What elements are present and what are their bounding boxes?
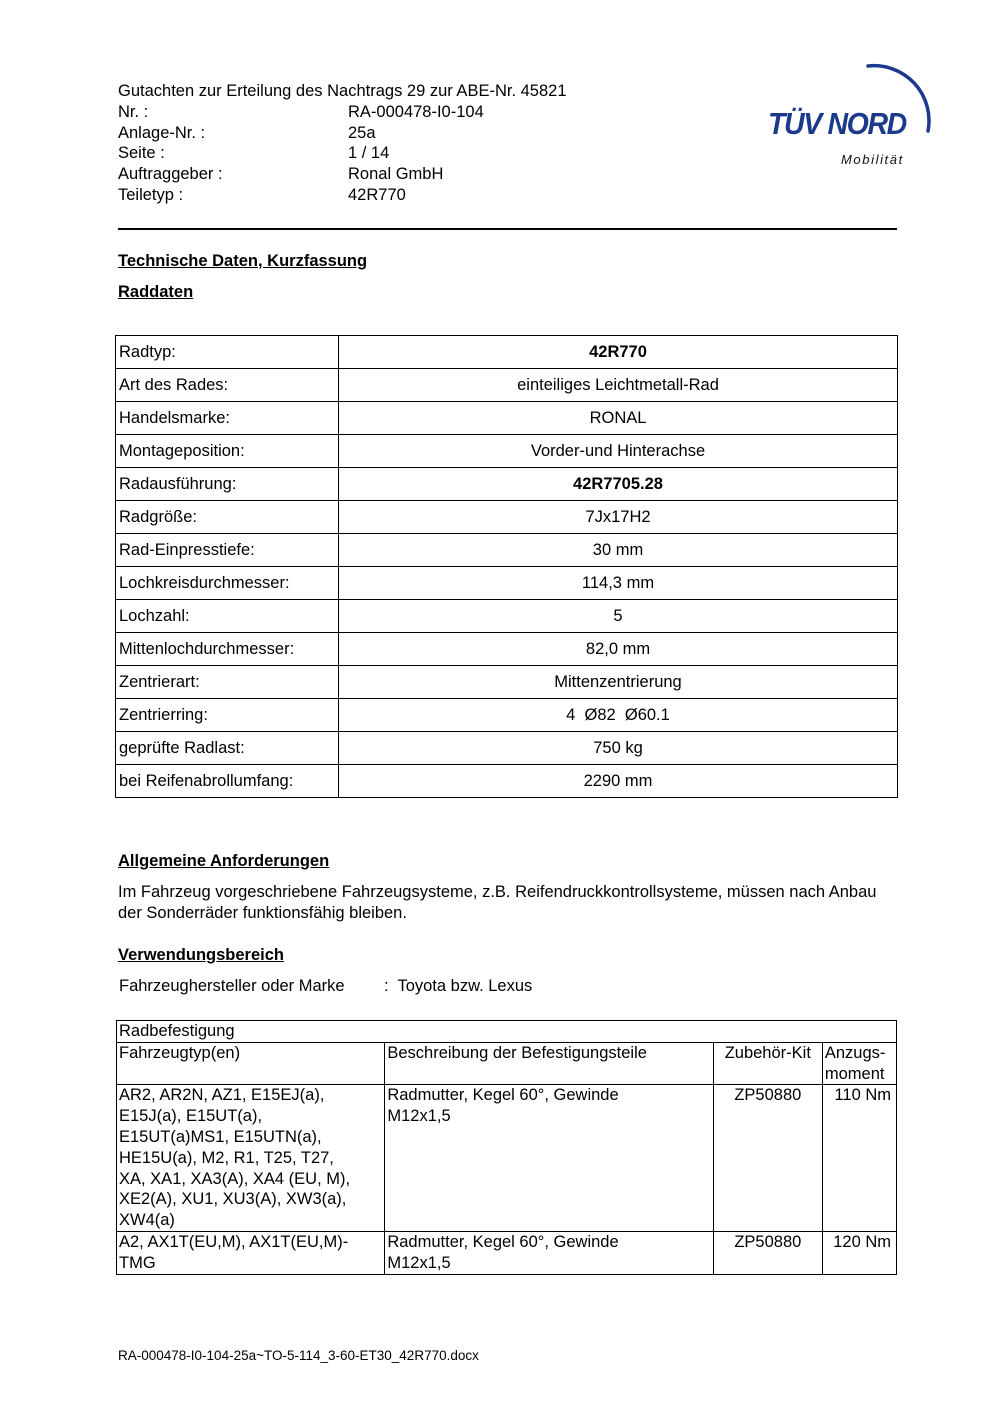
table-row xyxy=(116,336,898,369)
spec-label: bei Reifenabrollumfang: xyxy=(116,765,339,798)
header-row-number xyxy=(118,102,567,123)
header-row-client xyxy=(118,164,567,185)
section-heading-technical: Technische Daten, Kurzfassung xyxy=(118,252,368,270)
spec-label: Rad-Einpresstiefe: xyxy=(116,534,339,567)
header-row-part-type xyxy=(118,185,567,206)
table-row xyxy=(117,1231,897,1274)
spec-value: 114,3 mm xyxy=(339,567,898,600)
table-row xyxy=(116,765,898,798)
column-header: Zubehör-Kit xyxy=(713,1042,822,1085)
header-label: Teiletyp : xyxy=(118,185,184,204)
manufacturer-line xyxy=(119,977,532,996)
header-label: Auftraggeber : xyxy=(118,165,223,184)
document-header xyxy=(118,81,567,206)
spec-label: Lochkreisdurchmesser: xyxy=(116,567,339,600)
report-title: Gutachten zur Erteilung des Nachtrags 29 zur ABE-Nr. 45821 xyxy=(118,82,567,100)
spec-value: 7Jx17H2 xyxy=(339,501,898,534)
header-label: Nr. : xyxy=(118,102,149,121)
header-row-page xyxy=(118,143,567,164)
table-caption: Radbefestigung xyxy=(117,1021,897,1043)
spec-label: Zentrierart: xyxy=(116,666,339,699)
document-filename: RA-000478-I0-104-25a~TO-5-114_3-60-ET30_42R770.docx xyxy=(118,1348,479,1363)
general-requirements-text: Im Fahrzeug vorgeschriebene Fahrzeugsysteme, z.B. Reifendruckkontrollsysteme, müssen nach Anbau der Sonderräder funktionsfähig bleiben. xyxy=(118,883,877,922)
accessory-kit-cell: ZP50880 xyxy=(713,1231,822,1274)
header-label: Seite : xyxy=(118,144,165,163)
wheel-data-table xyxy=(115,335,898,798)
spec-value: 42R770 xyxy=(339,336,898,369)
logo-brand: TÜV NORD xyxy=(768,106,906,141)
header-value: 25a xyxy=(348,123,376,142)
table-row xyxy=(116,699,898,732)
spec-value: 42R7705.28 xyxy=(339,468,898,501)
spec-label: Art des Rades: xyxy=(116,369,339,402)
table-row xyxy=(116,402,898,435)
spec-value: 5 xyxy=(339,600,898,633)
table-row xyxy=(116,633,898,666)
header-value: Ronal GmbH xyxy=(348,165,444,184)
logo-subtitle: Mobilität xyxy=(841,152,904,167)
spec-label: geprüfte Radlast: xyxy=(116,732,339,765)
table-row xyxy=(116,468,898,501)
table-row xyxy=(116,600,898,633)
column-header: Beschreibung der Befestigungsteile xyxy=(385,1042,713,1085)
header-value: 42R770 xyxy=(348,185,406,204)
column-header: Anzugs- moment xyxy=(822,1042,896,1085)
spec-value: Vorder-und Hinterachse xyxy=(339,435,898,468)
tuv-nord-logo xyxy=(760,56,940,171)
spec-value: RONAL xyxy=(339,402,898,435)
header-divider xyxy=(118,228,897,230)
section-heading-usage: Verwendungsbereich xyxy=(118,946,284,964)
table-caption-row xyxy=(117,1021,897,1043)
accessory-kit-cell: ZP50880 xyxy=(713,1085,822,1232)
torque-cell: 120 Nm xyxy=(822,1231,896,1274)
spec-value: 82,0 mm xyxy=(339,633,898,666)
vehicle-types-cell: A2, AX1T(EU,M), AX1T(EU,M)- TMG xyxy=(117,1231,385,1274)
spec-value: 4 Ø82 Ø60.1 xyxy=(339,699,898,732)
section-heading-general: Allgemeine Anforderungen xyxy=(118,852,330,870)
section-heading-wheel-data: Raddaten xyxy=(118,283,194,301)
spec-value: Mittenzentrierung xyxy=(339,666,898,699)
table-row xyxy=(116,666,898,699)
manufacturer-label: Fahrzeughersteller oder Marke xyxy=(119,977,345,995)
table-header-row xyxy=(117,1042,897,1085)
table-row xyxy=(116,501,898,534)
spec-label: Radtyp: xyxy=(116,336,339,369)
table-row xyxy=(116,534,898,567)
spec-label: Lochzahl: xyxy=(116,600,339,633)
spec-label: Mittenlochdurchmesser: xyxy=(116,633,339,666)
fixing-description-cell: Radmutter, Kegel 60°, Gewinde M12x1,5 xyxy=(385,1085,713,1232)
spec-label: Zentrierring: xyxy=(116,699,339,732)
torque-cell: 110 Nm xyxy=(822,1085,896,1232)
table-row xyxy=(116,732,898,765)
column-header: Fahrzeugtyp(en) xyxy=(117,1042,385,1085)
vehicle-types-cell: AR2, AR2N, AZ1, E15EJ(a), E15J(a), E15UT(a), E15UT(a)MS1, E15UTN(a), HE15U(a), M2, R1, T25, T27, XA, XA1, XA3(A), XA4 (EU, M), XE2(A), XU1, XU3(A), XW3(a), XW4(a) xyxy=(117,1085,385,1232)
fixing-description-cell: Radmutter, Kegel 60°, Gewinde M12x1,5 xyxy=(385,1231,713,1274)
spec-label: Handelsmarke: xyxy=(116,402,339,435)
header-value: 1 / 14 xyxy=(348,144,390,163)
table-row xyxy=(116,435,898,468)
spec-label: Montageposition: xyxy=(116,435,339,468)
table-row xyxy=(116,369,898,402)
header-row-attachment xyxy=(118,123,567,144)
header-value: RA-000478-I0-104 xyxy=(348,102,484,121)
spec-value: 30 mm xyxy=(339,534,898,567)
spec-label: Radausführung: xyxy=(116,468,339,501)
table-row xyxy=(116,567,898,600)
spec-value: einteiliges Leichtmetall-Rad xyxy=(339,369,898,402)
table-row xyxy=(117,1085,897,1232)
manufacturer-value: : Toyota bzw. Lexus xyxy=(384,977,533,995)
header-label: Anlage-Nr. : xyxy=(118,123,206,142)
spec-value: 2290 mm xyxy=(339,765,898,798)
spec-label: Radgröße: xyxy=(116,501,339,534)
spec-value: 750 kg xyxy=(339,732,898,765)
wheel-fixing-table xyxy=(116,1020,897,1275)
